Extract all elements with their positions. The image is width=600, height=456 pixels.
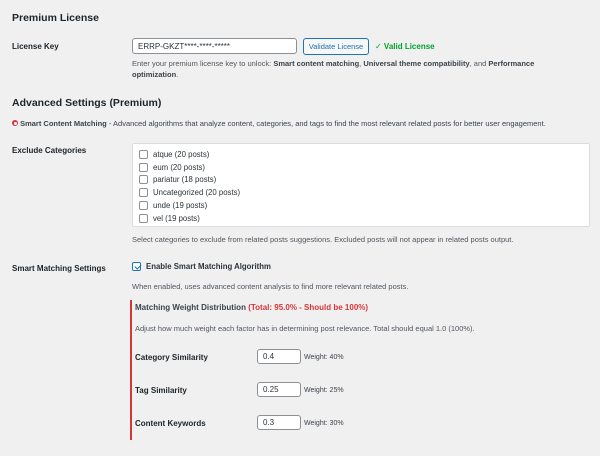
feature-performance-2: optimization bbox=[132, 70, 177, 79]
target-icon bbox=[12, 120, 18, 126]
category-item-unde[interactable]: unde (19 posts) bbox=[139, 199, 583, 212]
feature-smart-matching: Smart content matching bbox=[273, 59, 360, 68]
license-description: Enter your premium license key to unlock: Smart content matching, Universal theme compatibility, and Performance optimization. bbox=[132, 59, 535, 79]
category-checkbox[interactable] bbox=[139, 150, 148, 159]
category-item-eum[interactable]: eum (20 posts) bbox=[139, 161, 583, 174]
feature-theme-compat: Universal theme compatibility bbox=[363, 59, 470, 68]
category-similarity-label: Category Similarity bbox=[135, 353, 208, 362]
premium-license-heading: Premium License bbox=[12, 12, 99, 24]
weight-distribution-description: Adjust how much weight each factor has in determining post relevance. Total should equal 1.0 (100%). bbox=[135, 324, 475, 333]
tag-similarity-input[interactable]: 0.25 bbox=[257, 382, 301, 397]
license-key-input[interactable]: ERRP-GKZT****-****-***** bbox=[132, 38, 297, 54]
content-keywords-weight: Weight: 30% bbox=[304, 420, 344, 427]
weight-distribution-title: Matching Weight Distribution (Total: 95.0% - Should be 100%) bbox=[135, 303, 369, 312]
smart-matching-settings-label: Smart Matching Settings bbox=[12, 264, 106, 273]
exclude-categories-description: Select categories to exclude from related posts suggestions. Excluded posts will not appear in related posts output. bbox=[132, 235, 514, 244]
license-key-label: License Key bbox=[12, 42, 59, 51]
category-checkbox[interactable] bbox=[139, 163, 148, 172]
weight-total-warning: (Total: 95.0% - Should be 100%) bbox=[248, 303, 369, 312]
feature-performance: Performance bbox=[488, 59, 535, 68]
smart-content-title: Smart Content Matching bbox=[20, 119, 107, 128]
smart-content-desc: - Advanced algorithms that analyze content, categories, and tags to find the most relevant related posts for better user engagement. bbox=[106, 119, 546, 128]
exclude-categories-label: Exclude Categories bbox=[12, 146, 87, 155]
tag-similarity-label: Tag Similarity bbox=[135, 386, 187, 395]
validate-license-button[interactable]: Validate License bbox=[303, 38, 369, 55]
category-checkbox[interactable] bbox=[139, 214, 148, 223]
category-item-atque[interactable]: atque (20 posts) bbox=[139, 148, 583, 161]
enable-smart-matching-checkbox[interactable] bbox=[132, 262, 141, 271]
exclude-categories-list bbox=[132, 143, 590, 227]
weight-panel-border bbox=[130, 300, 132, 440]
category-item-uncategorized[interactable]: Uncategorized (20 posts) bbox=[139, 186, 583, 199]
category-similarity-input[interactable]: 0.4 bbox=[257, 349, 301, 364]
category-checkbox[interactable] bbox=[139, 201, 148, 210]
category-item-pariatur[interactable]: pariatur (18 posts) bbox=[139, 174, 583, 187]
category-checkbox[interactable] bbox=[139, 188, 148, 197]
content-keywords-input[interactable]: 0.3 bbox=[257, 415, 301, 430]
enable-smart-matching-toggle[interactable]: Enable Smart Matching Algorithm bbox=[132, 260, 271, 273]
smart-content-matching-info bbox=[12, 118, 592, 129]
smart-matching-description: When enabled, uses advanced content analysis to find more relevant related posts. bbox=[132, 282, 409, 291]
valid-license-status: ✓ Valid License bbox=[375, 42, 435, 51]
content-keywords-label: Content Keywords bbox=[135, 419, 206, 428]
category-similarity-weight: Weight: 40% bbox=[304, 354, 344, 361]
category-checkbox[interactable] bbox=[139, 175, 148, 184]
tag-similarity-weight: Weight: 25% bbox=[304, 387, 344, 394]
category-item-vel[interactable]: vel (19 posts) bbox=[139, 212, 583, 225]
advanced-settings-heading: Advanced Settings (Premium) bbox=[12, 97, 162, 109]
